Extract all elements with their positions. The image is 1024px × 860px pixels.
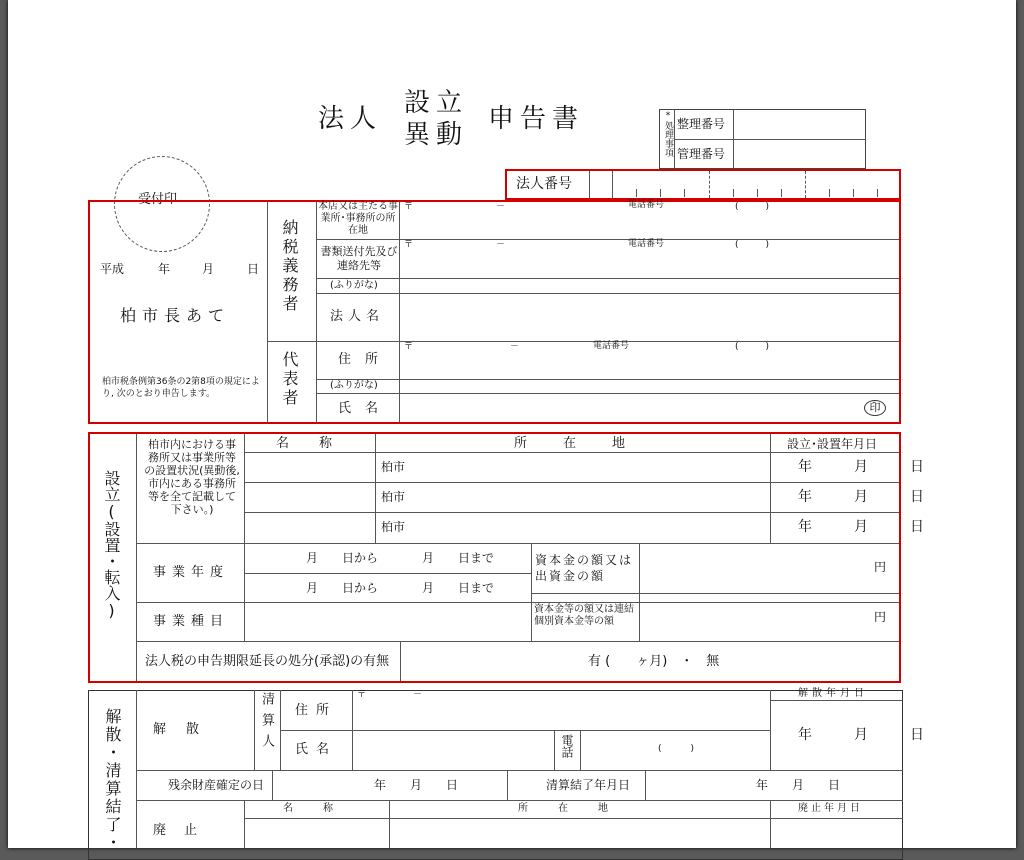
rep-postal-dash: － [510, 342, 520, 352]
dissolve-date-value[interactable]: 年 月 日 [798, 727, 938, 743]
extension-value[interactable]: 有 ( ヶ月) ・ 無 [588, 654, 720, 669]
capital-yen: 円 [874, 560, 887, 574]
office-use-label: *処理事項 [663, 111, 673, 157]
liquidator-name-label: 氏名 [295, 742, 338, 757]
addressee: 柏市長あて [120, 306, 231, 325]
rep-address-input[interactable] [400, 352, 898, 378]
office-location-input-3[interactable] [412, 513, 769, 542]
residual-property-date[interactable]: 年 月 日 [374, 778, 459, 792]
office-status-label: 柏市内における事務所又は事業所等の設置状況(異動後, 市内にある事務所等を全て記載して下さい。) [144, 438, 240, 516]
office-date-3: 年 月 日 [798, 519, 938, 535]
fiscal-year-from-1: 月 日から [306, 551, 379, 565]
capital-2-input[interactable] [640, 594, 898, 640]
hq-location-label: 本店又は主たる事業所･事務所の所在地 [318, 201, 398, 236]
office-name-input-2[interactable] [245, 483, 374, 511]
abolish-name-input[interactable] [245, 819, 388, 847]
office-name-input-3[interactable] [245, 513, 374, 542]
mailing-address-label: 書類送付先及び連絡先等 [320, 245, 398, 272]
liquidator-phone-paren: ( ) [658, 744, 705, 754]
office-row-2-label: 管理番号 [677, 147, 726, 161]
abolish-col-name: 名称 [283, 803, 363, 814]
hq-address-input[interactable] [400, 212, 898, 238]
mail-phone-paren: ( ) [735, 240, 770, 250]
seal-mark: 印 [864, 400, 886, 416]
extension-label: 法人税の申告期限延長の処分(承認)の有無 [145, 654, 390, 669]
corp-furigana-input[interactable] [400, 279, 898, 292]
dissolve-date-label: 解散年月日 [798, 688, 868, 699]
date-day: 日 [247, 262, 260, 276]
regulation-text: 柏市税条例第36条の2第8項の規定により, 次のとおり申告します。 [102, 377, 260, 399]
hq-postal-dash: － [496, 202, 506, 212]
mail-address-input[interactable] [400, 252, 898, 277]
title-main: 法人 [318, 104, 383, 134]
taxpayer-group-label: 納税義務者 [280, 219, 299, 314]
hq-postal-mark: 〒 [404, 202, 414, 212]
col-date-header: 設立･設置年月日 [787, 437, 878, 451]
liquidator-name-input[interactable] [353, 731, 553, 769]
col-location-header: 所在地 [514, 436, 662, 451]
title-option-establish: 設立 [404, 88, 469, 118]
office-location-input-2[interactable] [412, 483, 769, 511]
abolish-col-date: 廃止年月日 [798, 803, 863, 814]
office-row-1-label: 整理番号 [677, 117, 726, 131]
liquidator-label: 清算人 [259, 692, 274, 755]
fiscal-year-to-2: 月 日まで [422, 581, 495, 595]
liquidator-phone-label: 電話 [560, 734, 574, 758]
date-month: 月 [202, 262, 215, 276]
business-type-label: 事業種目 [153, 614, 230, 629]
capital-label: 資本金の額又は出資金の額 [535, 553, 634, 583]
fiscal-year-label: 事業年度 [153, 565, 230, 580]
liquidator-postal-mark: 〒 [357, 690, 367, 700]
fiscal-year-from-2: 月 日から [306, 581, 379, 595]
office-location-input-1[interactable] [412, 453, 769, 481]
office-city-2: 柏市 [381, 490, 406, 504]
office-city-1: 柏市 [381, 460, 406, 474]
office-date-1: 年 月 日 [798, 459, 938, 475]
liquidator-postal-dash: － [413, 690, 423, 700]
office-name-input-1[interactable] [245, 453, 374, 481]
rep-phone-label: 電話番号 [593, 341, 630, 351]
corp-name-input[interactable] [400, 294, 898, 340]
date-era: 平成 [100, 262, 125, 276]
rep-furigana-input[interactable] [400, 380, 898, 392]
mail-postal-mark: 〒 [404, 240, 414, 250]
title-suffix: 申告書 [488, 104, 585, 134]
capital-input[interactable] [640, 544, 898, 592]
date-year: 年 [158, 262, 171, 276]
liquidation-end-label: 清算結了年月日 [546, 778, 631, 792]
representative-group-label: 代表者 [280, 351, 299, 408]
dissolve-label: 解散 [153, 722, 220, 737]
abolish-col-location: 所在地 [518, 803, 638, 814]
form-page [8, 0, 1016, 852]
rep-name-label: 氏名 [338, 401, 393, 416]
col-name-header: 名称 [276, 436, 363, 451]
title-option-change: 異動 [404, 120, 469, 150]
business-type-input[interactable] [245, 603, 530, 640]
abolish-location-input[interactable] [390, 819, 769, 847]
rep-address-label: 住所 [338, 352, 393, 367]
establish-group-label: 設立(設置・転入) [102, 470, 121, 620]
rep-furigana-label: (ふりがな) [330, 380, 378, 391]
taxpayer-furigana-label: (ふりがな) [330, 280, 378, 291]
rep-name-input[interactable] [400, 394, 850, 421]
dissolution-group-label: 解散・清算結了・ [103, 708, 122, 852]
office-city-3: 柏市 [381, 520, 406, 534]
mail-phone-label: 電話番号 [628, 239, 665, 249]
rep-postal-mark: 〒 [404, 342, 414, 352]
mail-postal-dash: － [496, 240, 506, 250]
liquidator-address-input[interactable] [353, 700, 769, 729]
capital-2-label: 資本金等の額又は連結個別資本金等の額 [534, 604, 634, 627]
corp-name-label: 法人名 [330, 309, 385, 324]
hq-phone-label: 電話番号 [628, 200, 665, 210]
abolish-label: 廃止 [153, 823, 216, 838]
liquidation-end-date[interactable]: 年 月 日 [756, 778, 841, 792]
office-date-2: 年 月 日 [798, 489, 938, 505]
corp-number-label: 法人番号 [516, 176, 572, 192]
residual-property-label: 残余財産確定の日 [168, 778, 265, 792]
rep-phone-paren: ( ) [735, 342, 770, 352]
hq-phone-paren: ( ) [735, 202, 770, 212]
capital-2-yen: 円 [874, 610, 887, 624]
liquidator-address-label: 住所 [295, 703, 338, 718]
reception-stamp-label: 受付印 [138, 192, 178, 207]
fiscal-year-to-1: 月 日まで [422, 551, 495, 565]
